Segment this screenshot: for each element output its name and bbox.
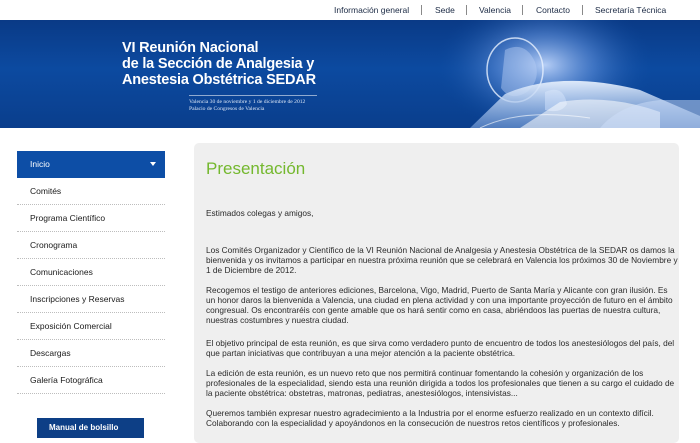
paragraph: El objetivo principal de esta reunión, es que sirva como verdadero punto de encuentro de todos los anestesiólogos del país, del que partan iniciativas que contribuyan a una mejor atención a la paciente obstétrica. (206, 338, 675, 358)
chevron-down-icon (150, 162, 156, 166)
sidebar-item-label: Inicio (30, 159, 50, 169)
sidebar-item-label: Cronograma (30, 240, 78, 250)
sidebar-menu (17, 151, 165, 394)
sidebar-item-comunicaciones[interactable] (17, 259, 165, 286)
sidebar-item-label: Comunicaciones (30, 267, 93, 277)
sidebar-promo-button[interactable]: Manual de bolsillo (37, 418, 144, 438)
topnav-separator (466, 5, 467, 15)
sidebar-item-label: Programa Científico (30, 213, 106, 223)
banner-title-line2: de la Sección de Analgesia y (122, 56, 315, 72)
content-panel (194, 143, 679, 443)
sidebar-item-label: Descargas (30, 348, 71, 358)
sidebar-item-label: Inscripciones y Reservas (30, 294, 125, 304)
paragraph: Recogemos el testigo de anteriores ediciones, Barcelona, Vigo, Madrid, Puerto de Santa María y Alicante con gran ilusión. Es un honor daros la bienvenida a Valencia, una ciudad en plena actividad y con una importante proyección de futuro en el ámbito congresual. Os encontraréis con gente amable que os hará sentir como en casa, abriéndoos las puertas de nuestra cultura, nuestras costumbres y nuestra ciudad. (206, 285, 673, 325)
sidebar-item-exposicion-comercial[interactable] (17, 313, 165, 340)
sidebar-item-inicio[interactable] (17, 151, 165, 178)
topnav-secretaria-tecnica[interactable]: Secretaría Técnica (595, 5, 667, 15)
banner-dates: Valencia 30 de noviembre y 1 de diciembre de 2012 (189, 99, 306, 105)
paragraph: Los Comités Organizador y Científico de la VI Reunión Nacional de Analgesia y Anestesia Obstétrica de la SEDAR os damos la bienvenida y os invitamos a participar en nuestra próxima reunión que se celebrará en Valencia los próximos 30 de Noviembre y 1 de Diciembre de 2012. (206, 245, 678, 275)
topnav-sede[interactable]: Sede (435, 5, 455, 15)
top-navigation (0, 0, 700, 21)
sidebar-item-descargas[interactable] (17, 340, 165, 367)
banner-divider (189, 95, 317, 96)
sidebar-item-label: Comités (30, 186, 62, 196)
sidebar-item-label: Galería Fotográfica (30, 375, 103, 385)
topnav-contacto[interactable]: Contacto (536, 5, 571, 15)
topnav-valencia[interactable]: Valencia (479, 5, 511, 15)
sidebar-item-cronograma[interactable] (17, 232, 165, 259)
sidebar-item-galeria-fotografica[interactable] (17, 367, 165, 394)
sidebar-item-programa-cientifico[interactable] (17, 205, 165, 232)
banner-venue: Palacio de Congresos de Valencia (189, 106, 265, 112)
banner-title-line3: Anestesia Obstétrica SEDAR (122, 72, 316, 88)
greeting-text: Estimados colegas y amigos, (206, 208, 314, 218)
sidebar-item-label: Exposición Comercial (30, 321, 112, 331)
banner-title-line1: VI Reunión Nacional (122, 40, 259, 56)
header-banner (0, 20, 700, 128)
topnav-separator (582, 5, 583, 15)
paragraph: La edición de esta reunión, es un nuevo reto que nos permitirá continuar fomentando la cohesión y organización de los profesionales de la especialidad, siendo esta una reunión dirigida a todos los profesionales que tienen a su cargo el cuidado de la paciente obstétrica: obstetras, matronas, pediatras, anestesiólogos, intensivistas... (206, 368, 675, 398)
topnav-separator (421, 5, 422, 15)
sidebar-item-comites[interactable] (17, 178, 165, 205)
paragraph: Queremos también expresar nuestro agradecimiento a la Industria por el enorme esfuerzo realizado en un contexto difícil. Colaborando con la especialidad y apoyándonos en la consecución de nuestros retos científicos y profesionales. (206, 408, 654, 428)
page-title: Presentación (206, 159, 306, 178)
topnav-separator (522, 5, 523, 15)
sidebar-item-inscripciones[interactable] (17, 286, 165, 313)
topnav-informacion-general[interactable]: Información general (334, 5, 410, 15)
